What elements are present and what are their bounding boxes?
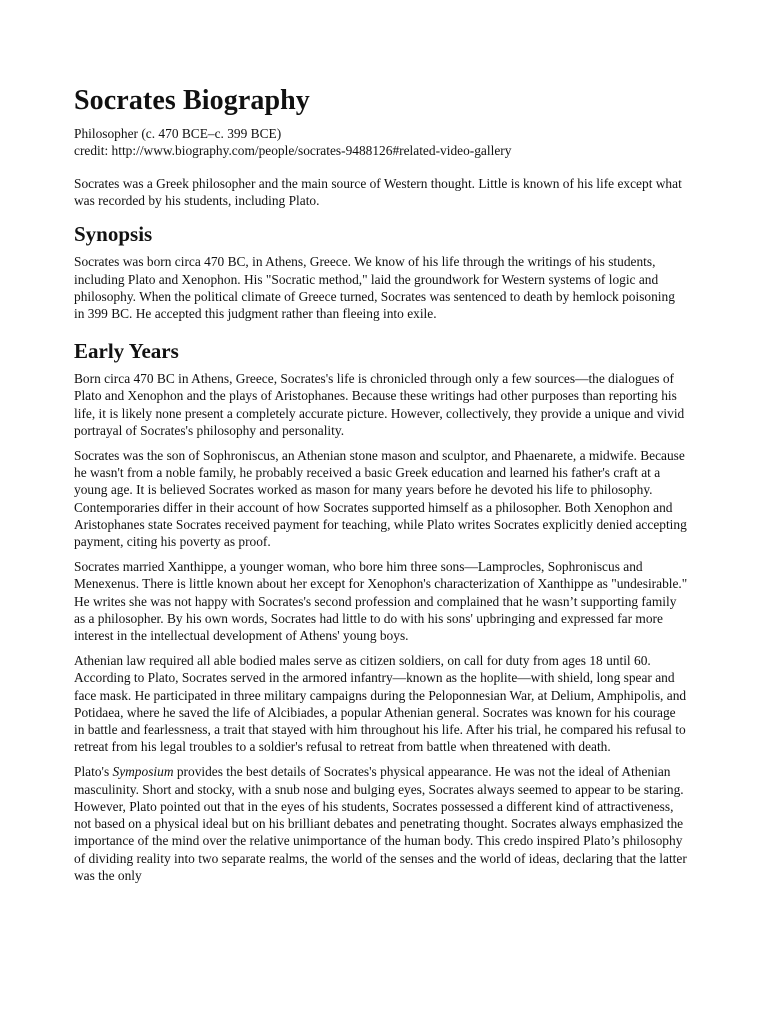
section-heading: Early Years	[74, 339, 179, 364]
section-heading: Synopsis	[74, 222, 153, 247]
section-early-years	[74, 338, 688, 884]
paragraph-symposium	[74, 763, 688, 883]
section-synopsis	[74, 221, 688, 322]
italic-title: Symposium	[112, 764, 174, 780]
paragraph: Born circa 470 BC in Athens, Greece, Socrates's life is chronicled through only a few sources—the dialogues of Plato and Xenophon and the plays of Aristophanes. Because these writings had other purposes than reporting his life, it is likely none present a completely accurate picture. However, collectively, they provide a unique and vivid portrayal of Socrates's philosophy and personality.	[74, 371, 685, 438]
paragraph: Socrates was the son of Sophroniscus, an Athenian stone mason and sculptor, and Phaenarete, a midwife. Because he wasn't from a noble family, he probably received a basic Greek education and learned his father's craft at a young age. It is believed Socrates worked as mason for many years before he devoted his life to philosophy. Contemporaries differ in their account of how Socrates supported himself as a philosopher. Both Xenophon and Aristophanes state Socrates received payment for teaching, while Plato writes Socrates explicitly denied accepting payment, citing his poverty as proof.	[74, 448, 687, 550]
paragraph: Socrates married Xanthippe, a younger woman, who bore him three sons—Lamprocles, Sophroniscus and Menexenus. There is little known about her except for Xenophon's characterization of Xanthippe as "undesirable." He writes she was not happy with Socrates's second profession and complained that he wasn’t supporting family as a philosopher. By his own words, Socrates had little to do with his sons' upbringing and expressed far more interest in the intellectual development of Athens' young boys.	[74, 559, 688, 644]
credit-line: credit: http://www.biography.com/people/socrates-9488126#related-video-gallery	[74, 142, 512, 158]
subtitle: Philosopher (c. 470 BCE–c. 399 BCE)	[74, 126, 282, 141]
text-run: provides the best details of Socrates's physical appearance. He was not the ideal of Athenian masculinity. Short and stocky, with a snub nose and bulging eyes, Socrates always seemed to appear to be staring. However, Plato pointed out that in the eyes of his students, Socrates possessed a different kind of attractiveness, not based on a physical ideal but on his brilliant debates and penetrating thought. Socrates always emphasized the importance of the mind over the relative unimportance of the human body. This credo inspired Plato’s philosophy of dividing reality into two separate realms, the world of the senses and the world of ideas, declaring that the latter was the only	[74, 764, 687, 883]
page-title: Socrates Biography	[74, 85, 310, 116]
intro-paragraph: Socrates was a Greek philosopher and the main source of Western thought. Little is known of his life except what was recorded by his students, including Plato.	[74, 176, 682, 209]
paragraph: Athenian law required all able bodied males serve as citizen soldiers, on call for duty from ages 18 until 60. According to Plato, Socrates served in the armored infantry—known as the hoplite—with shield, long spear and face mask. He participated in three military campaigns during the Peloponnesian War, at Delium, Amphipolis, and Potidaea, where he saved the life of Alcibiades, a popular Athenian general. Socrates was known for his courage in battle and fearlessness, a trait that stayed with him throughout his life. After his trial, he compared his refusal to retreat from his legal troubles to a soldier's refusal to retreat from battle when threatened with death.	[74, 653, 687, 755]
title-meta	[74, 126, 688, 159]
paragraph: Socrates was born circa 470 BC, in Athens, Greece. We know of his life through the writings of his students, including Plato and Xenophon. His "Socratic method," laid the groundwork for Western systems of logic and philosophy. When the political climate of Greece turned, Socrates was sentenced to death by hemlock poisoning in 399 BC. He accepted this judgment rather than fleeing into exile.	[74, 254, 675, 322]
text-run: Plato's	[74, 764, 113, 780]
